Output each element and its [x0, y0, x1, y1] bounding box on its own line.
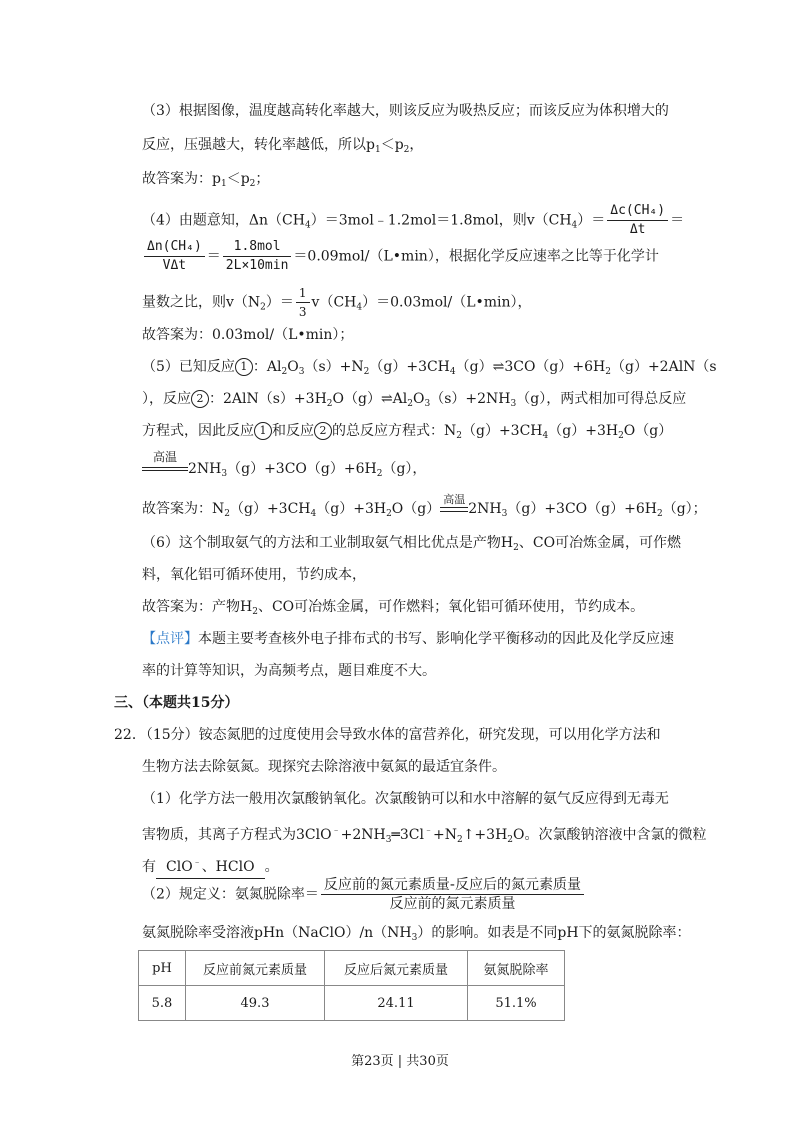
section-heading: 三、（本题共15分） [114, 695, 239, 711]
para-6-line-1: （6）这个制取氨气的方法和工业制取氨气相比优点是产物$H_2$、CO可冶炼金属，可作燃 [142, 535, 682, 553]
para-5-line-3: 方程式，因此反应 1 和反应 2 的总反应方程式：$N_2(g)+3CH_4(g)+3H_2O(g)$ [142, 423, 673, 441]
high-temp-arrow: 高温 [142, 460, 188, 478]
para-4-answer: 故答案为：0.03mol/（L•min）； [142, 327, 354, 343]
para-4-line-2: $\frac{\text{Δn(CH₄)}}{\text{VΔt}}$ ＝ $\frac{\text{1.8mol}}{2L\times 10\min}$ ＝0.09mol/（L•min），根据化学反应速率之比等于化学计 [142, 238, 659, 275]
question-22-line-1: 22．（15分）铵态氮肥的过度使用会导致水体的富营养化，研究发现，可以用化学方法和 [114, 727, 661, 743]
para-5-line-1: （5）已知反应 1 ：$Al_2O_3(s)+N_2(g)+3CH_4(g)\rightleftharpoons 3CO(g)+6H_2(g)+2AlN(s$ [142, 359, 717, 377]
question-22-sub1-line-3: 有 ClO﹣、HClO 。 [142, 852, 279, 879]
data-table [138, 950, 565, 1021]
circle-number-2: 2 [191, 390, 209, 408]
table-header-cell: pH [139, 951, 186, 986]
para-6-line-2: 料，氧化铝可循环使用，节约成本， [142, 567, 366, 583]
review-line-1: 【点评】本题主要考查核外电子排布式的书写、影响化学平衡移动的因此及化学反应速 [142, 631, 674, 647]
circle-number-1: 1 [254, 422, 272, 440]
question-22-sub1-line-2: 害物质，其离子方程式为$3ClO^﹣+2NH_3═3Cl^﹣+N_2↑+3H_2O$。次氯酸钠溶液中含氯的微粒 [142, 826, 707, 845]
question-22-line-2: 生物方法去除氨氮。现探究去除溶液中氨氮的最适宜条件。 [142, 759, 506, 775]
question-22-sub1-line-1: （1）化学方法一般用次氯酸钠氧化。次氯酸钠可以和水中溶解的氨气反应得到无毒无 [142, 791, 669, 807]
circle-number-1: 1 [235, 358, 253, 376]
table-cell: 5.8 [139, 986, 186, 1021]
fraction-value: $\frac{\text{1.8mol}}{2L\times 10\min}$ [223, 238, 292, 275]
para-5-line-2: ），反应 2 ：$2AlN(s)+3H_2O(g)\rightleftharpoons Al_2O_3(s)+2NH_3(g)$，两式相加可得总反应 [142, 391, 687, 409]
para-3-answer: 故答案为：$p_1<p_2$； [142, 171, 270, 189]
fraction-dc-dt: $\frac{\text{Δc(CH₄)}}{\Delta t}$ [607, 202, 668, 239]
fraction-one-third: $\frac{1}{3}$ [296, 284, 310, 321]
question-22-sub2-definition: （2）规定义：氨氮脱除率＝ $\frac{\text{反应前的氮元素质量-反应后的氮元素质量}}{\text{反应前的氮元素质量}}$ [142, 876, 586, 913]
table-cell: 49.3 [186, 986, 325, 1021]
page-footer: 第23页 | 共30页 [351, 1054, 449, 1069]
review-line-2: 率的计算等知识，为高频考点，题目难度不大。 [142, 663, 436, 679]
removal-rate-fraction: $\frac{\text{反应前的氮元素质量-反应后的氮元素质量}}{\text{反应前的氮元素质量}}$ [321, 876, 584, 913]
review-tag: 【点评】 [142, 631, 198, 647]
table-cell: 51.1% [468, 986, 565, 1021]
equilibrium-arrow: 高温 [440, 501, 468, 517]
table-header-row [139, 951, 565, 986]
para-6-answer: 故答案为：产物$H_2$、CO可冶炼金属，可作燃料；氧化铝可循环使用，节约成本。 [142, 599, 645, 617]
table-header-cell: 反应前氮元素质量 [186, 951, 325, 986]
table-header-cell: 反应后氮元素质量 [325, 951, 468, 986]
table-header-cell: 氨氮脱除率 [468, 951, 565, 986]
circle-number-2: 2 [314, 422, 332, 440]
table-row [139, 986, 565, 1021]
answer-blank: ClO﹣、HClO [156, 852, 265, 879]
para-4-line-3: 量数之比，则$v(N_2)=$ $\frac{1}{3}$ $v(CH_4)=0.03mol/(L•\min)$， [142, 286, 532, 319]
para-3-line-2: 反应，压强越大，转化率越低，所以$p_1<p_2$， [142, 137, 424, 155]
para-5-line-4: 高温 $2NH_3(g)+3CO(g)+6H_2(g)$， [142, 458, 426, 485]
para-3-line-1: （3）根据图像，温度越高转化率越大，则该反应为吸热反应；而该反应为体积增大的 [142, 103, 669, 119]
question-22-sub2-line-2: 氨氮脱除率受溶液$pHn(NaClO)/n(NH_3)$的影响。如表是不同pH下的氨氮脱除率： [142, 925, 691, 943]
fraction-dn-vdt: $\frac{\text{Δn(CH₄)}}{\text{VΔt}}$ [144, 238, 205, 275]
table-cell: 24.11 [325, 986, 468, 1021]
para-4-line-1: （4）由题意知，$\Delta n(CH_4)=3mol﹣1.2mol=1.8mol$，则$v(CH_4)=$ $\frac{\text{Δc(CH₄)}}{\Delta t}$ ＝ [142, 203, 685, 237]
para-5-answer: 故答案为：$N_2(g)+3CH_4(g)+3H_2O(g)$ 高温 $2NH_3(g)+3CO(g)+6H_2(g)$； [142, 493, 707, 519]
